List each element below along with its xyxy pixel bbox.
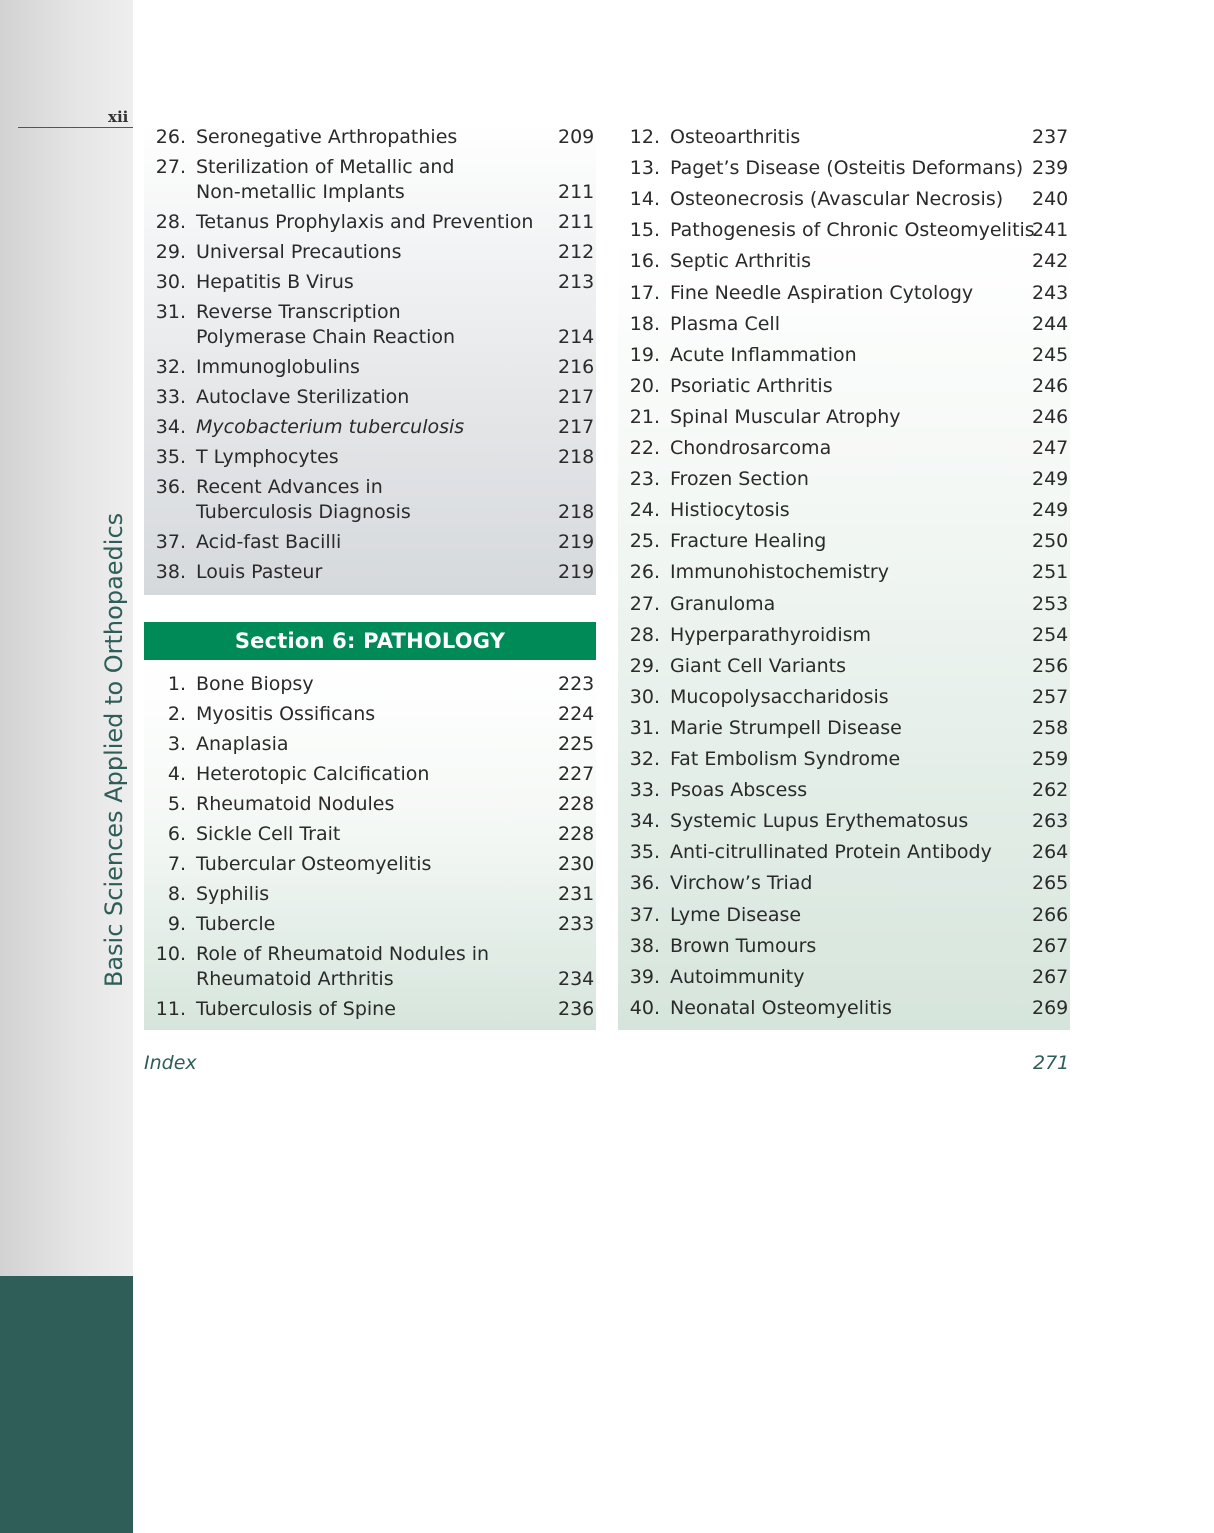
entry-title: Osteonecrosis (Avascular Necrosis) bbox=[670, 188, 1004, 211]
toc-entry[interactable] bbox=[629, 871, 813, 901]
entry-number: 7. bbox=[167, 853, 186, 875]
entry-page: 218 bbox=[558, 446, 595, 468]
entry-page: 233 bbox=[558, 913, 595, 935]
toc-entry[interactable] bbox=[629, 623, 872, 653]
toc-entry[interactable] bbox=[167, 762, 430, 792]
entry-title: Louis Pasteur bbox=[196, 561, 323, 583]
entry-number: 30. bbox=[629, 685, 660, 708]
entry-number: 4. bbox=[167, 763, 186, 785]
entry-title: Acid-fast Bacilli bbox=[196, 531, 342, 553]
entry-title: Fracture Healing bbox=[670, 530, 827, 553]
entry-page: 236 bbox=[558, 998, 595, 1020]
toc-entry[interactable] bbox=[155, 415, 465, 445]
entry-title: Immunoglobulins bbox=[196, 356, 360, 378]
entry-title: Tubercle bbox=[196, 913, 276, 935]
entry-number: 19. bbox=[629, 343, 660, 366]
entry-number: 22. bbox=[629, 437, 660, 459]
toc-entry[interactable] bbox=[629, 374, 833, 404]
entry-title: Plasma Cell bbox=[670, 312, 780, 335]
entry-page: 234 bbox=[558, 968, 595, 990]
toc-entry[interactable] bbox=[155, 270, 354, 300]
entry-title: Neonatal Osteomyelitis bbox=[670, 996, 892, 1019]
toc-entry[interactable] bbox=[629, 592, 776, 622]
entry-page: 214 bbox=[558, 326, 595, 348]
entry-title: Giant Cell Variants bbox=[670, 654, 847, 677]
entry-title: Role of Rheumatoid Nodules in bbox=[196, 943, 490, 965]
toc-entry[interactable] bbox=[629, 436, 832, 466]
toc-entry[interactable] bbox=[155, 560, 323, 590]
entry-page: 213 bbox=[558, 271, 595, 293]
entry-number: 27. bbox=[629, 592, 660, 615]
toc-entry[interactable] bbox=[167, 852, 432, 882]
entry-title: Bone Biopsy bbox=[196, 673, 314, 695]
entry-page: 237 bbox=[1032, 126, 1069, 148]
entry-title: Hepatitis B Virus bbox=[196, 271, 354, 293]
entry-page: 216 bbox=[558, 356, 595, 378]
entry-title: Mucopolysaccharidosis bbox=[670, 685, 889, 708]
entry-number: 28. bbox=[155, 211, 186, 233]
entry-page: 212 bbox=[558, 241, 595, 263]
entry-page: 264 bbox=[1032, 841, 1069, 864]
entry-page: 217 bbox=[558, 416, 595, 438]
entry-title: Fine Needle Aspiration Cytology bbox=[670, 281, 974, 304]
entry-page: 253 bbox=[1032, 592, 1069, 615]
entry-number: 25. bbox=[629, 530, 660, 553]
entry-title: Granuloma bbox=[670, 592, 776, 615]
entry-title: Virchow’s Triad bbox=[670, 872, 813, 895]
entry-page: 249 bbox=[1032, 468, 1069, 491]
entry-number: 32. bbox=[155, 356, 186, 378]
entry-page: 263 bbox=[1032, 810, 1069, 833]
toc-entry[interactable] bbox=[629, 654, 847, 684]
entry-title: T Lymphocytes bbox=[196, 446, 339, 468]
entry-number: 6. bbox=[167, 823, 186, 845]
toc-entry[interactable] bbox=[155, 385, 410, 415]
entry-title: Histiocytosis bbox=[670, 499, 790, 522]
toc-entry[interactable] bbox=[629, 996, 892, 1026]
entry-page: 246 bbox=[1032, 405, 1069, 428]
entry-number: 35. bbox=[155, 446, 186, 468]
toc-entry[interactable] bbox=[167, 672, 314, 702]
entry-page: 219 bbox=[558, 531, 595, 553]
entry-page: 251 bbox=[1032, 561, 1069, 584]
entry-title: Brown Tumours bbox=[670, 934, 817, 957]
entry-title: Universal Precautions bbox=[196, 241, 402, 263]
entry-page: 250 bbox=[1032, 530, 1069, 553]
entry-page: 256 bbox=[1032, 654, 1069, 677]
entry-number: 40. bbox=[629, 996, 660, 1019]
toc-entry[interactable] bbox=[629, 498, 790, 528]
entry-page: 243 bbox=[1032, 281, 1069, 304]
toc-entry[interactable] bbox=[155, 210, 534, 240]
entry-page: 228 bbox=[558, 823, 595, 845]
toc-entry[interactable] bbox=[167, 732, 289, 762]
entry-number: 34. bbox=[629, 810, 660, 833]
toc-entry[interactable] bbox=[155, 530, 342, 560]
entry-number: 31. bbox=[155, 301, 186, 323]
entry-title: Chondrosarcoma bbox=[670, 437, 832, 459]
entry-page: 254 bbox=[1032, 623, 1069, 646]
entry-page: 225 bbox=[558, 733, 595, 755]
entry-number: 29. bbox=[629, 654, 660, 677]
entry-page: 249 bbox=[1032, 499, 1069, 522]
entry-page: 209 bbox=[558, 126, 595, 148]
entry-title: Lyme Disease bbox=[670, 903, 802, 926]
entry-number: 33. bbox=[629, 779, 660, 802]
entry-title-continued: Non-metallic Implants bbox=[196, 181, 405, 203]
toc-entry[interactable] bbox=[629, 156, 1024, 186]
entry-page: 247 bbox=[1032, 437, 1069, 459]
entry-title: Pathogenesis of Chronic Osteomyelitis bbox=[670, 219, 1035, 242]
entry-number: 16. bbox=[629, 250, 660, 273]
entry-page: 265 bbox=[1032, 872, 1069, 895]
entry-title: Osteoarthritis bbox=[670, 126, 801, 148]
entry-title: Acute Inflammation bbox=[670, 343, 857, 366]
section-heading: Section 6: PATHOLOGY bbox=[144, 622, 596, 660]
entry-number: 24. bbox=[629, 499, 660, 522]
entry-title: Mycobacterium tuberculosis bbox=[196, 416, 465, 438]
toc-entry[interactable] bbox=[629, 840, 992, 870]
entry-title: Sterilization of Metallic and bbox=[196, 156, 455, 178]
entry-number: 31. bbox=[629, 716, 660, 739]
page-number: xii bbox=[108, 108, 129, 126]
toc-entry[interactable] bbox=[629, 187, 1004, 217]
entry-title: Myositis Ossificans bbox=[196, 703, 376, 725]
entry-title: Paget’s Disease (Osteitis Deformans) bbox=[670, 157, 1024, 180]
entry-title: Tetanus Prophylaxis and Prevention bbox=[196, 211, 534, 233]
entry-title: Autoimmunity bbox=[670, 965, 805, 988]
toc-entry[interactable] bbox=[167, 822, 341, 852]
entry-number: 20. bbox=[629, 374, 660, 397]
entry-page: 258 bbox=[1032, 716, 1069, 739]
toc-entry[interactable] bbox=[629, 747, 901, 777]
entry-page: 211 bbox=[558, 211, 595, 233]
entry-number: 8. bbox=[167, 883, 186, 905]
entry-number: 21. bbox=[629, 405, 660, 428]
entry-title: Rheumatoid Nodules bbox=[196, 793, 395, 815]
entry-title: Seronegative Arthropathies bbox=[196, 126, 458, 148]
entry-page: 257 bbox=[1032, 685, 1069, 708]
entry-number: 1. bbox=[167, 673, 186, 695]
toc-entry[interactable] bbox=[629, 685, 889, 715]
entry-number: 2. bbox=[167, 703, 186, 725]
entry-title: Reverse Transcription bbox=[196, 301, 401, 323]
header-rule bbox=[18, 127, 133, 128]
entry-page: 267 bbox=[1032, 934, 1069, 957]
entry-title: Recent Advances in bbox=[196, 476, 383, 498]
entry-page: 242 bbox=[1032, 250, 1069, 273]
toc-entry[interactable] bbox=[629, 281, 974, 311]
entry-title: Hyperparathyroidism bbox=[670, 623, 872, 646]
entry-number: 38. bbox=[155, 561, 186, 583]
toc-entry[interactable] bbox=[629, 716, 902, 746]
entry-number: 17. bbox=[629, 281, 660, 304]
toc-entry[interactable] bbox=[167, 702, 376, 732]
toc-entry[interactable] bbox=[629, 903, 802, 933]
toc-entry[interactable] bbox=[629, 218, 1035, 248]
entry-title: Fat Embolism Syndrome bbox=[670, 748, 901, 770]
toc-entry[interactable] bbox=[167, 792, 395, 822]
entry-number: 30. bbox=[155, 271, 186, 293]
entry-number: 32. bbox=[629, 748, 660, 770]
entry-number: 39. bbox=[629, 965, 660, 988]
entry-page: 231 bbox=[558, 883, 595, 905]
entry-title-continued: Tuberculosis Diagnosis bbox=[196, 501, 411, 523]
entry-title: Frozen Section bbox=[670, 468, 809, 491]
entry-number: 3. bbox=[167, 733, 186, 755]
entry-title: Psoas Abscess bbox=[670, 779, 808, 802]
entry-number: 15. bbox=[629, 219, 660, 242]
toc-entry[interactable] bbox=[629, 125, 801, 155]
index-page-number: 271 bbox=[1033, 1052, 1070, 1074]
book-title: Basic Sciences Applied to Orthopaedics bbox=[100, 512, 128, 988]
entry-page: 241 bbox=[1032, 219, 1069, 242]
entry-number: 37. bbox=[629, 903, 660, 926]
entry-number: 18. bbox=[629, 312, 660, 335]
entry-title: Heterotopic Calcification bbox=[196, 763, 430, 785]
entry-number: 26. bbox=[629, 561, 660, 584]
toc-entry[interactable] bbox=[155, 997, 396, 1027]
entry-title: Tubercular Osteomyelitis bbox=[196, 853, 432, 875]
entry-page: 245 bbox=[1032, 343, 1069, 366]
toc-entry[interactable] bbox=[155, 125, 458, 155]
toc-entry[interactable] bbox=[629, 965, 805, 995]
entry-page: 266 bbox=[1032, 903, 1069, 926]
entry-title: Septic Arthritis bbox=[670, 250, 812, 273]
entry-page: 230 bbox=[558, 853, 595, 875]
entry-number: 13. bbox=[629, 157, 660, 180]
toc-entry[interactable] bbox=[629, 343, 857, 373]
entry-page: 244 bbox=[1032, 312, 1069, 335]
entry-number: 12. bbox=[629, 126, 660, 148]
entry-number: 34. bbox=[155, 416, 186, 438]
entry-number: 36. bbox=[629, 872, 660, 895]
toc-entry[interactable] bbox=[155, 445, 339, 475]
toc-entry[interactable] bbox=[167, 912, 276, 942]
toc-entry[interactable] bbox=[629, 560, 889, 590]
entry-title: Syphilis bbox=[196, 883, 270, 905]
entry-number: 14. bbox=[629, 188, 660, 211]
entry-page: 211 bbox=[558, 181, 595, 203]
entry-title-continued: Rheumatoid Arthritis bbox=[196, 968, 394, 990]
toc-entry[interactable] bbox=[167, 882, 270, 912]
toc-entry[interactable] bbox=[629, 809, 969, 839]
entry-number: 11. bbox=[155, 998, 186, 1020]
toc-entry[interactable] bbox=[629, 249, 812, 279]
side-color-block bbox=[0, 1276, 133, 1533]
entry-title: Marie Strumpell Disease bbox=[670, 716, 902, 739]
entry-number: 38. bbox=[629, 934, 660, 957]
entry-title: Immunohistochemistry bbox=[670, 561, 889, 584]
entry-title: Tuberculosis of Spine bbox=[196, 998, 396, 1020]
toc-entry[interactable] bbox=[629, 467, 809, 497]
entry-number: 23. bbox=[629, 468, 660, 491]
entry-page: 219 bbox=[558, 561, 595, 583]
entry-number: 37. bbox=[155, 531, 186, 553]
entry-title-continued: Polymerase Chain Reaction bbox=[196, 326, 456, 348]
entry-page: 224 bbox=[558, 703, 595, 725]
entry-number: 29. bbox=[155, 241, 186, 263]
toc-entry[interactable] bbox=[629, 312, 780, 342]
entry-title: Psoriatic Arthritis bbox=[670, 374, 833, 397]
entry-page: 218 bbox=[558, 501, 595, 523]
toc-entry[interactable] bbox=[629, 778, 808, 808]
entry-page: 239 bbox=[1032, 157, 1069, 180]
entry-page: 217 bbox=[558, 386, 595, 408]
entry-number: 33. bbox=[155, 386, 186, 408]
entry-page: 227 bbox=[558, 763, 595, 785]
toc-entry[interactable] bbox=[155, 240, 402, 270]
entry-title: Sickle Cell Trait bbox=[196, 823, 341, 845]
entry-number: 35. bbox=[629, 841, 660, 864]
entry-number: 10. bbox=[155, 943, 186, 965]
entry-title: Autoclave Sterilization bbox=[196, 386, 410, 408]
entry-page: 259 bbox=[1032, 748, 1069, 770]
entry-page: 269 bbox=[1032, 996, 1069, 1019]
entry-page: 228 bbox=[558, 793, 595, 815]
index-label[interactable]: Index bbox=[144, 1052, 197, 1074]
toc-entry[interactable] bbox=[629, 529, 827, 559]
entry-title: Anti-citrullinated Protein Antibody bbox=[670, 841, 992, 864]
entry-page: 240 bbox=[1032, 188, 1069, 211]
entry-number: 5. bbox=[167, 793, 186, 815]
entry-number: 9. bbox=[167, 913, 186, 935]
entry-number: 36. bbox=[155, 476, 186, 498]
entry-page: 262 bbox=[1032, 779, 1069, 802]
entry-title: Anaplasia bbox=[196, 733, 289, 755]
entry-number: 26. bbox=[155, 126, 186, 148]
toc-entry[interactable] bbox=[629, 405, 901, 435]
entry-page: 267 bbox=[1032, 965, 1069, 988]
entry-title: Systemic Lupus Erythematosus bbox=[670, 810, 969, 833]
entry-title: Spinal Muscular Atrophy bbox=[670, 405, 901, 428]
entry-number: 28. bbox=[629, 623, 660, 646]
entry-number: 27. bbox=[155, 156, 186, 178]
entry-page: 223 bbox=[558, 673, 595, 695]
toc-entry[interactable] bbox=[629, 934, 817, 964]
entry-page: 246 bbox=[1032, 374, 1069, 397]
toc-entry[interactable] bbox=[155, 355, 360, 385]
